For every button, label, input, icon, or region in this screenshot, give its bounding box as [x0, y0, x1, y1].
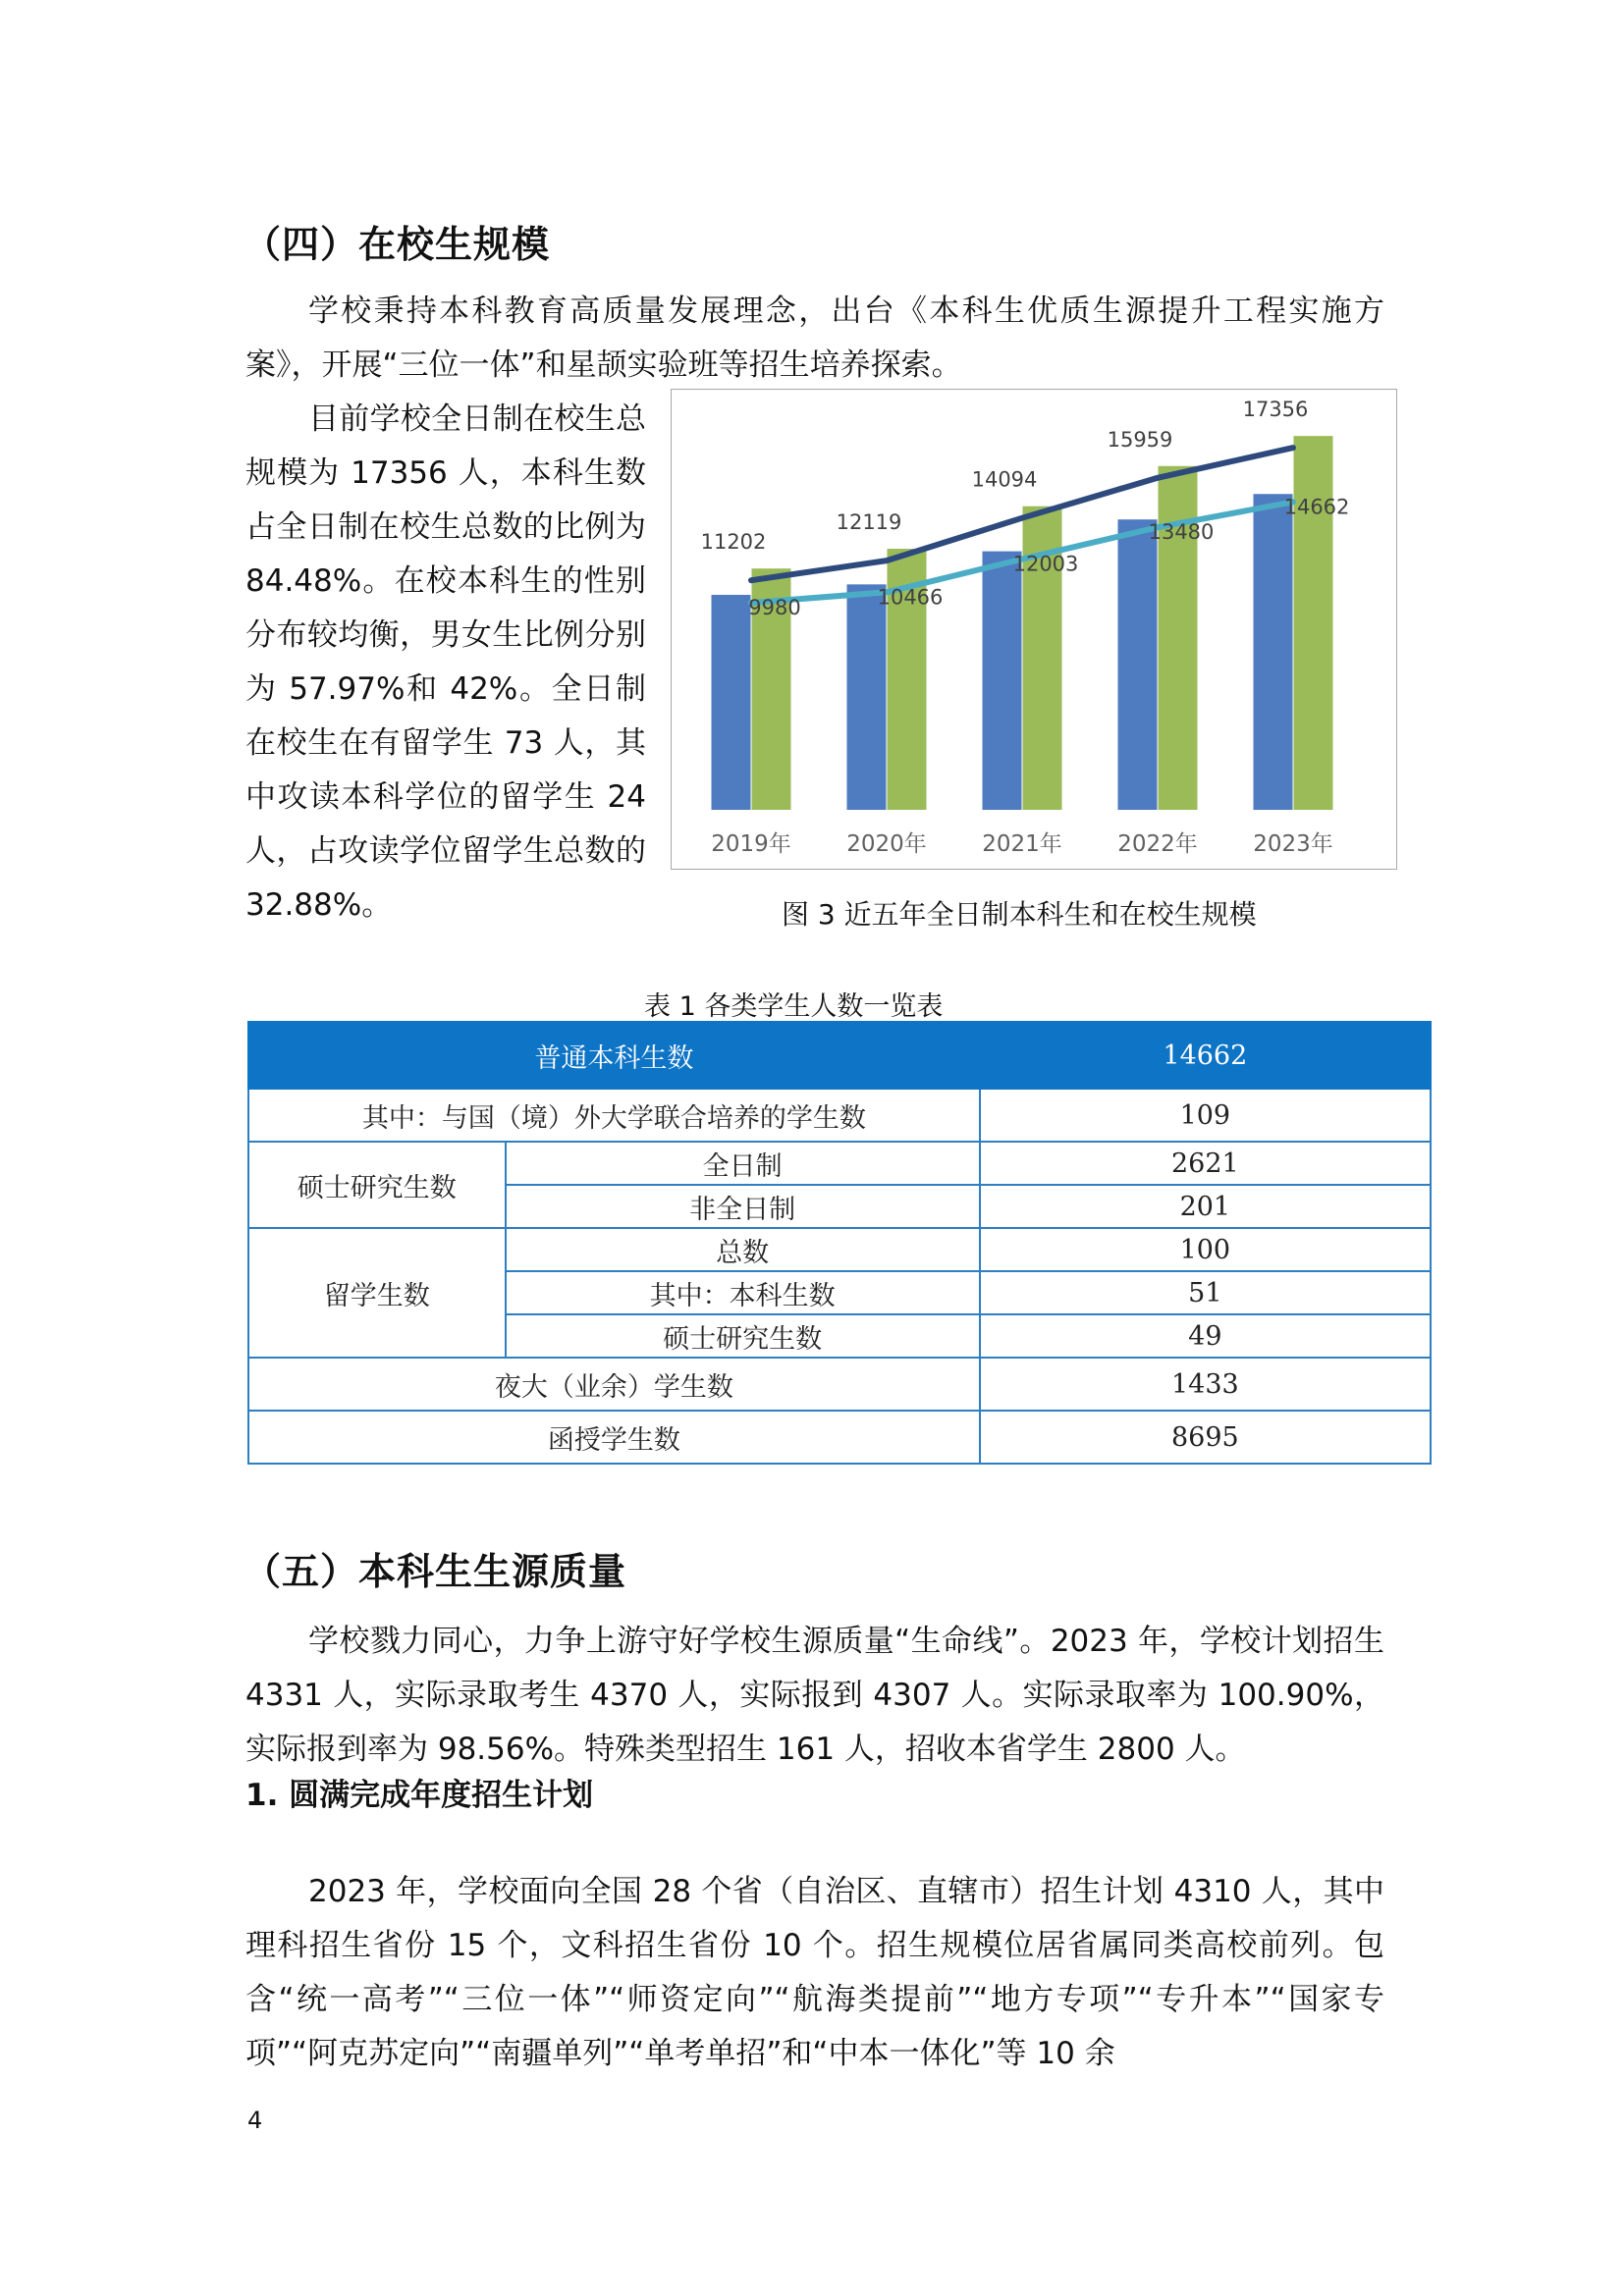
table-row	[248, 1142, 1431, 1185]
table-caption: 表 1 各类学生人数一览表	[644, 991, 944, 1022]
chart-data-label: 14094	[971, 467, 1038, 492]
table-row	[248, 1022, 1431, 1089]
chart-data-label: 11202	[700, 530, 767, 555]
figure-caption: 图 3 近五年全日制本科生和在校生规模	[782, 898, 1257, 931]
cell-evening-value: 1433	[980, 1358, 1431, 1411]
table-row	[248, 1089, 1431, 1142]
cell-masters-part-value: 201	[980, 1185, 1431, 1228]
cell-undergrad-label: 普通本科生数	[248, 1022, 980, 1089]
subsection-body-text: 2023 年，学校面向全国 28 个省（自治区、直辖市）招生计划 4310 人，其中理科招生省份 15 个，文科招生省份 10 个。招生规模位居省属同类高校前列。包含“统一高考”“三位一体”“师资定向”“航海类提前”“地方专项”“专升本”“国家专项”“阿克苏定向”“南疆单列”“单考单招”和“中本一体化”等 10 余	[245, 1874, 1384, 2071]
section4-intro-text: 学校秉持本科教育高质量发展理念，出台《本科生优质生源提升工程实施方案》，开展“三位一体”和星颉实验班等招生培养探索。	[245, 294, 1384, 383]
section4-left-column	[245, 393, 646, 933]
cell-undergrad-value: 14662	[980, 1022, 1431, 1089]
enrollment-chart	[671, 389, 1397, 870]
chart-svg	[672, 390, 1398, 871]
cell-intl-ug-value: 51	[980, 1271, 1431, 1314]
cell-corr-label: 函授学生数	[248, 1411, 980, 1464]
cell-corr-value: 8695	[980, 1411, 1431, 1464]
cell-intl-total-label: 总数	[506, 1228, 980, 1271]
chart-bar	[1159, 466, 1198, 810]
cell-joint-value: 109	[980, 1089, 1431, 1142]
chart-data-label: 13480	[1148, 520, 1215, 545]
chart-category-label: 2021年	[982, 831, 1062, 857]
chart-category-label: 2022年	[1117, 831, 1198, 857]
cell-intl-total-value: 100	[980, 1228, 1431, 1271]
chart-data-label: 12003	[1012, 552, 1079, 576]
cell-intl-ms-value: 49	[980, 1314, 1431, 1358]
chart-data-label: 10466	[877, 585, 944, 610]
chart-bar	[1118, 519, 1158, 810]
student-count-table	[247, 1021, 1432, 1465]
cell-masters-full-value: 2621	[980, 1142, 1431, 1185]
chart-data-label: 17356	[1242, 398, 1309, 422]
cell-evening-label: 夜大（业余）学生数	[248, 1358, 980, 1411]
subsection-body	[245, 1865, 1384, 2081]
section-heading-source-quality: （五）本科生生源质量	[244, 1550, 627, 1593]
cell-masters-part-label: 非全日制	[506, 1185, 980, 1228]
section4-intro	[245, 285, 1384, 393]
chart-bar	[712, 595, 751, 810]
chart-data-label: 14662	[1283, 495, 1350, 519]
chart-bar	[847, 584, 887, 810]
chart-category-label: 2019年	[711, 831, 791, 857]
section-heading-enrollment-scale: （四）在校生规模	[244, 223, 551, 266]
chart-data-label: 15959	[1107, 427, 1173, 452]
cell-masters-full-label: 全日制	[506, 1142, 980, 1185]
section4-left-text: 目前学校全日制在校生总规模为 17356 人，本科生数占全日制在校生总数的比例为 84.48%。在校本科生的性别分布较均衡，男女生比例分别为 57.97%和 42%。全日制在校生在有留学生 73 人，其中攻读本科学位的留学生 24 人，占攻读学位留学生总数的 32.88%。	[245, 401, 646, 923]
cell-intl-ug-label: 其中：本科生数	[506, 1271, 980, 1314]
chart-data-label: 9980	[748, 595, 801, 619]
table-row	[248, 1228, 1431, 1271]
chart-bar	[983, 552, 1022, 810]
section5-intro	[245, 1615, 1384, 1777]
chart-bar	[1294, 436, 1333, 810]
chart-bar	[1254, 494, 1293, 810]
table-row	[248, 1358, 1431, 1411]
cell-intl-ms-label: 硕士研究生数	[506, 1314, 980, 1358]
subsection-heading: 1. 圆满完成年度招生计划	[245, 1778, 594, 1813]
cell-masters-label: 硕士研究生数	[248, 1142, 506, 1228]
page-number: 4	[247, 2107, 263, 2134]
chart-category-label: 2023年	[1253, 831, 1333, 857]
chart-category-label: 2020年	[846, 831, 927, 857]
cell-joint-label: 其中：与国（境）外大学联合培养的学生数	[248, 1089, 980, 1142]
cell-intl-label: 留学生数	[248, 1228, 506, 1358]
chart-data-label: 12119	[836, 510, 902, 535]
table-row	[248, 1411, 1431, 1464]
section5-intro-text: 学校戮力同心，力争上游守好学校生源质量“生命线”。2023 年，学校计划招生 4331 人，实际录取考生 4370 人，实际报到 4307 人。实际录取率为 100.90%，实际报到率为 98.56%。特殊类型招生 161 人，招收本省学生 2800 人。	[245, 1624, 1384, 1767]
